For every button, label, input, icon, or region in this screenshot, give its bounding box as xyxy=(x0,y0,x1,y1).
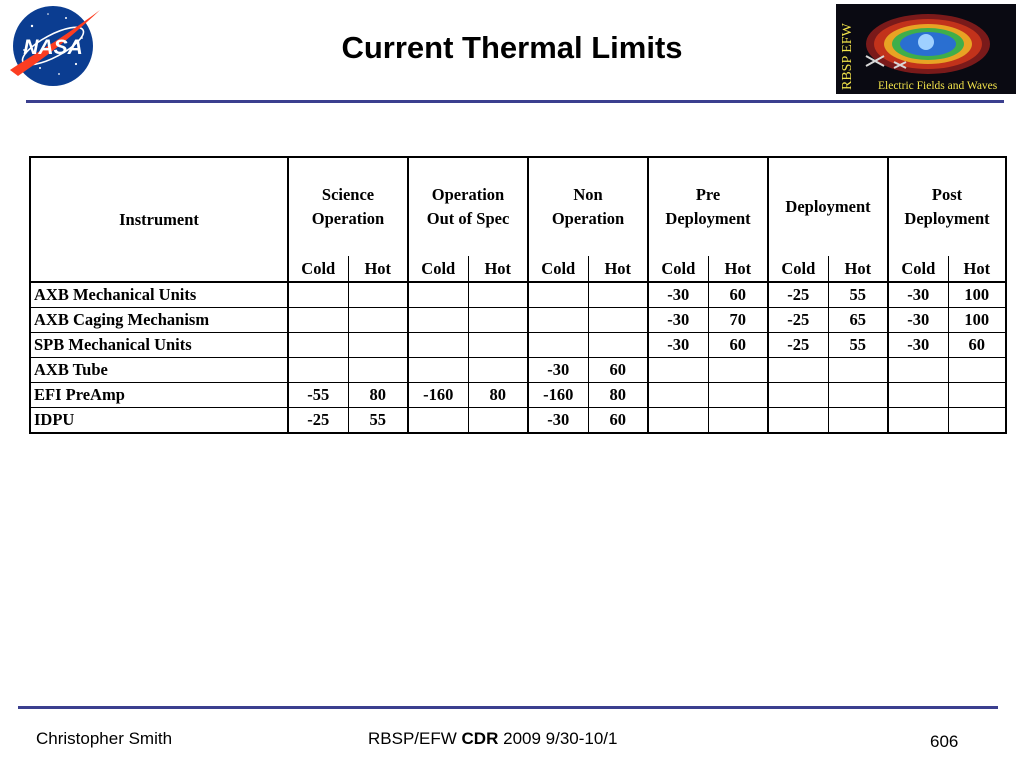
cold-limit-cell: -30 xyxy=(648,333,708,358)
group-header-operation-out-of-spec xyxy=(408,157,528,256)
cold-limit-cell xyxy=(408,333,468,358)
cold-limit-cell xyxy=(648,358,708,383)
thermal-limits-table-body xyxy=(30,282,1006,433)
group-header-pre-deployment xyxy=(648,157,768,256)
cold-limit-cell xyxy=(528,308,588,333)
hot-limit-cell xyxy=(708,358,768,383)
subheader-hot: Hot xyxy=(828,256,888,282)
cold-limit-cell xyxy=(648,408,708,434)
hot-limit-cell xyxy=(348,358,408,383)
subheader-cold: Cold xyxy=(768,256,828,282)
hot-limit-cell: 55 xyxy=(828,333,888,358)
hot-limit-cell: 60 xyxy=(708,333,768,358)
subheader-cold: Cold xyxy=(528,256,588,282)
instrument-name-cell: IDPU xyxy=(30,408,288,434)
instrument-header: Instrument xyxy=(30,157,288,256)
group-header-line2: Deployment xyxy=(904,209,990,228)
cold-limit-cell xyxy=(888,408,948,434)
group-header-line2: Operation xyxy=(551,209,625,228)
cold-limit-cell xyxy=(408,358,468,383)
subheader-cold: Cold xyxy=(288,256,348,282)
hot-limit-cell xyxy=(828,408,888,434)
hot-limit-cell: 60 xyxy=(588,408,648,434)
group-header-line2: Out of Spec xyxy=(426,209,510,228)
cold-limit-cell: -25 xyxy=(768,308,828,333)
footer-divider xyxy=(18,706,998,709)
hot-limit-cell: 55 xyxy=(348,408,408,434)
hot-limit-cell xyxy=(348,308,408,333)
hot-limit-cell xyxy=(348,282,408,308)
efw-logo-bottom-text: Electric Fields and Waves xyxy=(878,80,998,92)
footer-review: CDR xyxy=(461,729,499,748)
hot-limit-cell xyxy=(948,383,1006,408)
hot-limit-cell: 60 xyxy=(708,282,768,308)
hot-limit-cell xyxy=(828,383,888,408)
header-divider xyxy=(26,100,1004,103)
instrument-name-cell: SPB Mechanical Units xyxy=(30,333,288,358)
hot-limit-cell xyxy=(468,308,528,333)
page-title: Current Thermal Limits xyxy=(341,30,683,65)
cold-limit-cell xyxy=(768,358,828,383)
hot-limit-cell: 55 xyxy=(828,282,888,308)
group-header-line1: Pre xyxy=(695,185,721,204)
subheader-hot: Hot xyxy=(588,256,648,282)
cold-limit-cell xyxy=(288,358,348,383)
cold-limit-cell xyxy=(408,282,468,308)
group-header-line1: Science xyxy=(321,185,375,204)
cold-limit-cell: -160 xyxy=(528,383,588,408)
hot-limit-cell xyxy=(348,333,408,358)
hot-limit-cell: 70 xyxy=(708,308,768,333)
table-row xyxy=(30,333,1006,358)
instrument-name-cell: EFI PreAmp xyxy=(30,383,288,408)
cold-limit-cell: -160 xyxy=(408,383,468,408)
cold-limit-cell xyxy=(528,282,588,308)
subheader-hot: Hot xyxy=(948,256,1006,282)
cold-limit-cell: -30 xyxy=(888,282,948,308)
cold-limit-cell: -25 xyxy=(768,282,828,308)
table-row xyxy=(30,383,1006,408)
subheader-hot: Hot xyxy=(708,256,768,282)
group-header-line2: Deployment xyxy=(665,209,751,228)
subheader-cold: Cold xyxy=(648,256,708,282)
table-row xyxy=(30,358,1006,383)
cold-limit-cell xyxy=(288,308,348,333)
group-header-post-deployment xyxy=(888,157,1006,256)
hot-limit-cell xyxy=(588,282,648,308)
cold-limit-cell xyxy=(888,358,948,383)
cold-limit-cell xyxy=(528,333,588,358)
table-row xyxy=(30,308,1006,333)
subheader-cold: Cold xyxy=(408,256,468,282)
cold-limit-cell: -30 xyxy=(888,308,948,333)
cold-limit-cell: -25 xyxy=(288,408,348,434)
cold-limit-cell xyxy=(768,408,828,434)
hot-limit-cell: 60 xyxy=(948,333,1006,358)
hot-limit-cell xyxy=(468,408,528,434)
cold-limit-cell: -30 xyxy=(648,308,708,333)
group-header-non-operation xyxy=(528,157,648,256)
footer-page-number: 606 xyxy=(930,732,959,751)
cold-limit-cell: -30 xyxy=(888,333,948,358)
cold-limit-cell xyxy=(288,333,348,358)
cold-limit-cell: -30 xyxy=(528,408,588,434)
group-header-line2: Operation xyxy=(311,209,385,228)
footer-meeting xyxy=(368,729,618,749)
hot-limit-cell xyxy=(468,282,528,308)
hot-limit-cell: 65 xyxy=(828,308,888,333)
nasa-logo-text: NASA xyxy=(23,36,83,59)
instrument-name-cell: AXB Mechanical Units xyxy=(30,282,288,308)
hot-limit-cell xyxy=(588,308,648,333)
instrument-name-cell: AXB Tube xyxy=(30,358,288,383)
hot-limit-cell: 80 xyxy=(588,383,648,408)
hot-limit-cell xyxy=(948,358,1006,383)
hot-limit-cell xyxy=(708,383,768,408)
subheader-cold: Cold xyxy=(888,256,948,282)
footer-dates: 2009 9/30-10/1 xyxy=(503,729,618,748)
footer-author: Christopher Smith xyxy=(36,729,173,748)
cold-limit-cell xyxy=(408,408,468,434)
hot-limit-cell: 100 xyxy=(948,282,1006,308)
efw-logo-earth xyxy=(918,34,934,50)
hot-limit-cell xyxy=(708,408,768,434)
instrument-name-cell: AXB Caging Mechanism xyxy=(30,308,288,333)
cold-limit-cell: -55 xyxy=(288,383,348,408)
cold-limit-cell xyxy=(768,383,828,408)
hot-limit-cell: 80 xyxy=(348,383,408,408)
hot-limit-cell xyxy=(948,408,1006,434)
hot-limit-cell: 100 xyxy=(948,308,1006,333)
table-subheader-row xyxy=(30,256,1006,282)
cold-limit-cell: -30 xyxy=(648,282,708,308)
subheader-hot: Hot xyxy=(348,256,408,282)
efw-logo-side-text: RBSP EFW xyxy=(840,23,855,90)
hot-limit-cell: 80 xyxy=(468,383,528,408)
cold-limit-cell: -30 xyxy=(528,358,588,383)
hot-limit-cell xyxy=(828,358,888,383)
group-header-science-operation xyxy=(288,157,408,256)
cold-limit-cell: -25 xyxy=(768,333,828,358)
cold-limit-cell xyxy=(288,282,348,308)
cold-limit-cell xyxy=(888,383,948,408)
table-group-header-row xyxy=(30,157,1006,256)
group-header-deployment xyxy=(768,157,888,256)
table-row xyxy=(30,408,1006,434)
rbsp-efw-logo xyxy=(836,4,1016,94)
group-header-line1: Post xyxy=(931,185,963,204)
thermal-limits-table xyxy=(29,156,1007,434)
hot-limit-cell xyxy=(468,333,528,358)
group-header-line1: Operation xyxy=(431,185,505,204)
footer-project: RBSP/EFW xyxy=(368,729,457,748)
group-header-line1: Non xyxy=(573,185,603,204)
group-header-line1: Deployment xyxy=(785,197,871,216)
cold-limit-cell xyxy=(648,383,708,408)
hot-limit-cell: 60 xyxy=(588,358,648,383)
cold-limit-cell xyxy=(408,308,468,333)
hot-limit-cell xyxy=(588,333,648,358)
instrument-subheader-blank xyxy=(30,256,288,282)
subheader-hot: Hot xyxy=(468,256,528,282)
hot-limit-cell xyxy=(468,358,528,383)
table-row xyxy=(30,282,1006,308)
